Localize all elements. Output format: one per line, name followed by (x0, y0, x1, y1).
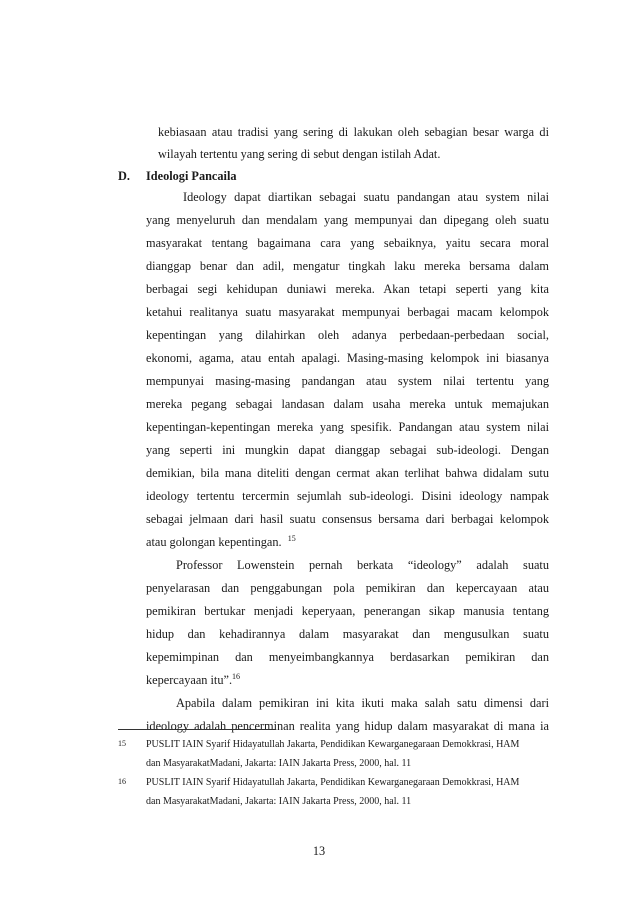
para1-line: kepentingan-kepentingan mereka yang spesifik. Pandangan atau system nilai (146, 420, 549, 434)
para3-line: Apabila dalam pemikiran ini kita ikuti maka salah satu dimensi dari (176, 696, 549, 710)
footnote-15-line-2: dan MasyarakatMadani, Jakarta: IAIN Jakarta Press, 2000, hal. 11 (146, 758, 412, 769)
footnote-16-line-2: dan MasyarakatMadani, Jakarta: IAIN Jakarta Press, 2000, hal. 11 (146, 796, 412, 807)
para2-last-text: kepercayaan itu”. (146, 673, 233, 687)
para1-line: ekonomi, agama, atau entah apalagi. Masing-masing kelompok ini biasanya (146, 351, 549, 365)
para2-line: penyelarasan dan penggabungan pola pemikiran dan kepercayaan atau (146, 581, 549, 595)
para1-last-text: atau golongan kepentingan. (146, 535, 282, 549)
footnote-ref-15[interactable]: 15 (287, 533, 296, 543)
para2-line: pemikiran bertukar menjadi keperyaan, penerangan sikap manusia tentang (146, 604, 549, 618)
para1-line: yang menyeluruh dan mendalam yang mempunyai dan dipegang oleh suatu (146, 213, 549, 227)
para2-line: Professor Lowenstein pernah berkata “ideology” adalah suatu (176, 558, 549, 572)
intro-line-2: wilayah tertentu yang sering di sebut dengan istilah Adat. (158, 147, 441, 161)
para1-last-line (146, 534, 296, 550)
para2-line: kepemimpinan dan menyeimbangkannya berdasarkan pemikiran dan (146, 650, 549, 664)
para1-line: berbagai segi kehidupan duniawi mereka. Akan tetapi seperti yang kita (146, 282, 549, 296)
footnote-mark: 15 (118, 739, 126, 748)
footnote-15-line-1: PUSLIT IAIN Syarif Hidayatullah Jakarta, Pendidikan Kewarganegaraan Demokkrasi, HAM (146, 739, 520, 750)
para1-line: yang seperti ini mungkin dapat dianggap sebagai sub-ideologi. Dengan (146, 443, 549, 457)
footnote-16-line-1: PUSLIT IAIN Syarif Hidayatullah Jakarta, Pendidikan Kewarganegaraan Demokkrasi, HAM (146, 777, 520, 788)
para1-line: ketahui realitanya suatu masyarakat mempunyai berbagai macam kelompok (146, 305, 549, 319)
para3-line: ideology adalah pencerminan realita yang hidup dalam masyarakat di mana ia (146, 719, 549, 733)
para2-last-line (146, 672, 240, 688)
para1-line: Ideology dapat diartikan sebagai suatu pandangan atau system nilai (183, 190, 549, 204)
para1-line: sebagai jelmaan dari hasil suatu consensus bersama dari berbagai kelompok (146, 512, 549, 526)
section-title: Ideologi Pancaila (146, 169, 237, 183)
intro-line-1: kebiasaan atau tradisi yang sering di lakukan oleh sebagian besar warga di (158, 125, 549, 139)
footnote-mark: 16 (118, 777, 126, 786)
para1-line: demikian, bila mana diteliti dengan cermat akan terlihat bahwa didalam sutu (146, 466, 549, 480)
para1-line: masyarakat tentang bagaimana cara yang sebaiknya, yaitu secara moral (146, 236, 549, 250)
para1-line: mempunyai masing-masing pandangan atau system nilai tertentu yang (146, 374, 549, 388)
page-number: 13 (312, 844, 326, 858)
para1-line: kepentingan yang dilahirkan oleh adanya perbedaan-perbedaan social, (146, 328, 549, 342)
para1-line: ideology tertentu tercermin sejumlah sub-ideologi. Disini ideology nampak (146, 489, 549, 503)
para2-line: hidup dan kehadirannya dalam masyarakat dan mengusulkan suatu (146, 627, 549, 641)
para1-line: mereka pegang sebagai landasan dalam usaha mereka untuk memajukan (146, 397, 549, 411)
footnote-separator (118, 729, 276, 730)
para1-line: dianggap benar dan adil, mengatur tingkah laku mereka bersama dalam (146, 259, 549, 273)
footnote-ref-16[interactable]: 16 (232, 671, 241, 681)
section-label: D. (118, 169, 130, 183)
